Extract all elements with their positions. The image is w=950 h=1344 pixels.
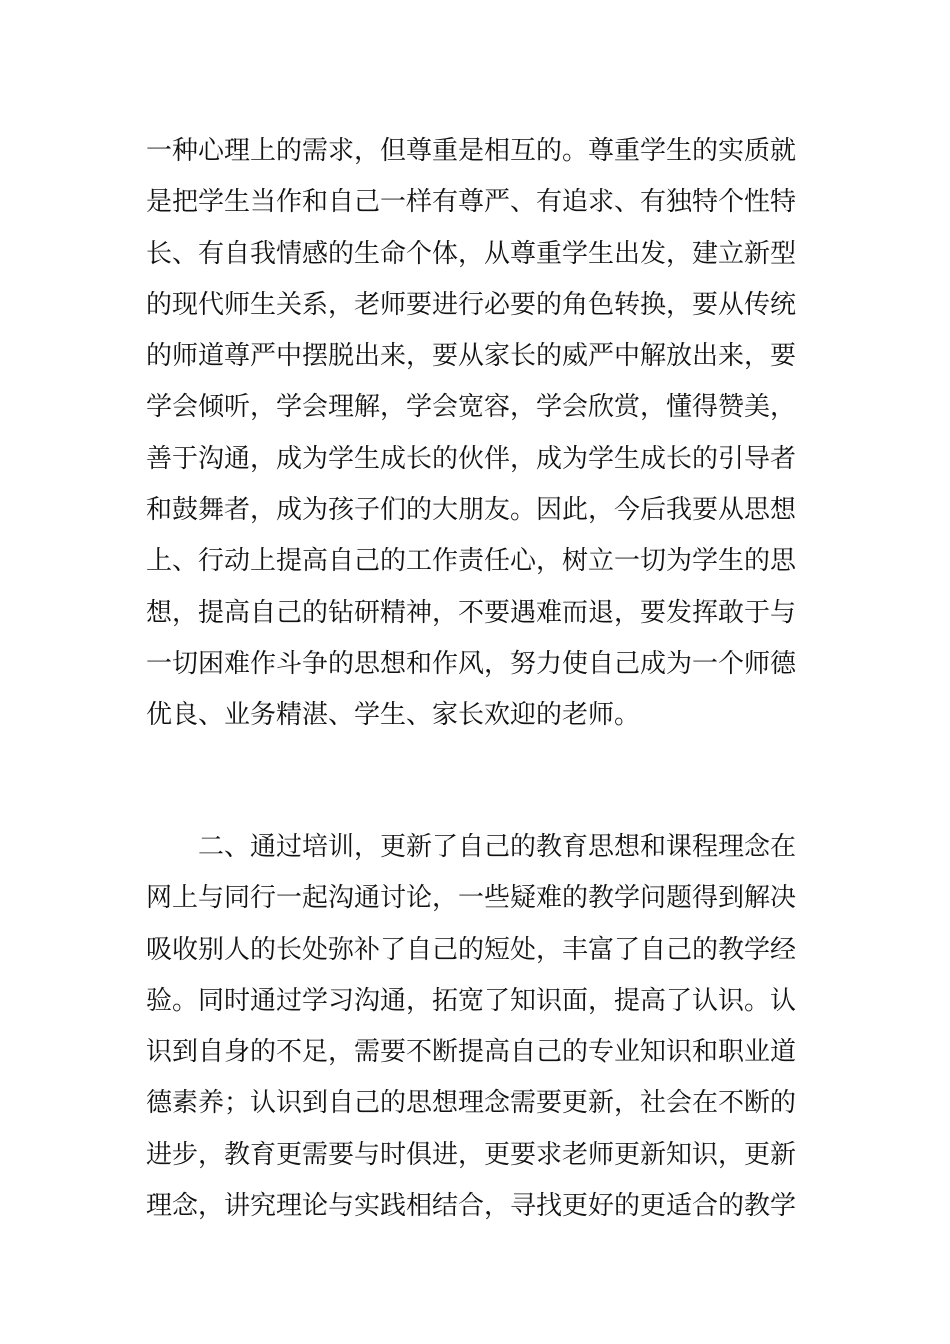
paragraph-1 [146, 126, 810, 742]
text-line: 二、通过培训，更新了自己的教育思想和课程理念在 [198, 832, 797, 862]
text-line: 上、行动上提高自己的工作责任心，树立一切为学生的思 [146, 546, 797, 577]
text-line: 优良、业务精湛、学生、家长欢迎的老师。 [146, 700, 641, 731]
text-line: 学会倾听，学会理解，学会宽容，学会欣赏，懂得赞美， [146, 392, 797, 423]
text-line: 是把学生当作和自己一样有尊严、有追求、有独特个性特 [146, 187, 797, 218]
text-line: 一切困难作斗争的思想和作风，努力使自己成为一个师德 [146, 648, 797, 679]
text-line: 想，提高自己的钻研精神，不要遇难而退，要发挥敢于与 [146, 597, 797, 628]
text-line: 长、有自我情感的生命个体，从尊重学生出发，建立新型 [146, 238, 797, 269]
text-line: 吸收别人的长处弥补了自己的短处，丰富了自己的教学经 [146, 934, 797, 965]
text-line: 网上与同行一起沟通讨论，一些疑难的教学问题得到解决 [146, 883, 797, 914]
text-line: 的师道尊严中摆脱出来，要从家长的威严中解放出来，要 [146, 341, 797, 372]
text-line: 理念，讲究理论与实践相结合，寻找更好的更适合的教学 [146, 1191, 797, 1222]
text-line: 的现代师生关系，老师要进行必要的角色转换，要从传统 [146, 289, 797, 320]
text-line: 进步，教育更需要与时俱进，更要求老师更新知识，更新 [146, 1139, 797, 1170]
text-line: 德素养；认识到自己的思想理念需要更新，社会在不断的 [146, 1088, 797, 1119]
text-line: 和鼓舞者，成为孩子们的大朋友。因此，今后我要从思想 [146, 495, 797, 526]
text-line: 一种心理上的需求，但尊重是相互的。尊重学生的实质就 [146, 136, 797, 166]
paragraph-2 [146, 822, 810, 1232]
text-line: 验。同时通过学习沟通，拓宽了知识面，提高了认识。认 [146, 985, 797, 1016]
text-line: 识到自身的不足，需要不断提高自己的专业知识和职业道 [146, 1037, 797, 1068]
text-line: 善于沟通，成为学生成长的伙伴，成为学生成长的引导者 [146, 443, 797, 474]
